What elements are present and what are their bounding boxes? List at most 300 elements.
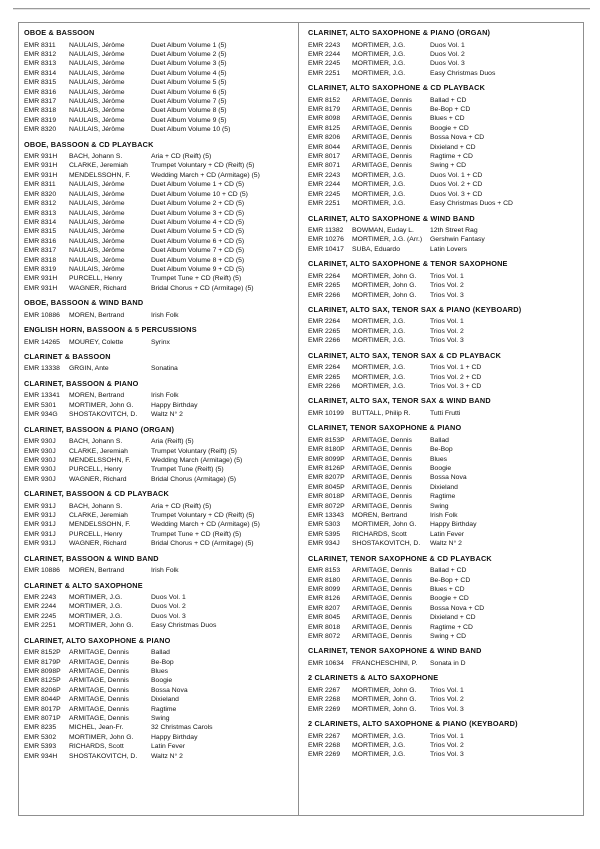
section-title: CLARINET, ALTO SAX, TENOR SAX & CD PLAYBACK [308,350,502,360]
item-title: Happy Birthday [151,401,198,409]
catalog-row [308,585,579,594]
item-composer: ARMITAGE, Dennis [352,493,412,501]
catalog-row [308,530,579,539]
item-code: EMR 8313 [24,209,57,217]
item-code: EMR 2268 [308,741,341,749]
item-code: EMR 8098 [308,115,341,123]
item-title: Swing + CD [430,162,467,170]
item-title: Latin Fever [151,743,186,751]
item-code: EMR 2251 [308,69,341,77]
item-code: EMR 2244 [308,50,341,58]
item-code: EMR 2251 [24,622,57,630]
item-code: EMR 931J [24,521,56,529]
item-title: Duet Album Volume 3 + CD (5) [151,209,245,217]
item-code: EMR 8318 [24,256,57,264]
item-title: Trios Vol. 1 [430,686,464,694]
item-title: Blues + CD [430,115,465,123]
item-title: Duos Vol. 3 [430,60,465,68]
item-title: 12th Street Rag [430,227,478,234]
item-composer: NAULAIS, Jérôme [69,237,125,245]
catalog-row [24,152,294,161]
item-composer: SHOSTAKOVITCH, D. [69,411,138,419]
section-title: CLARINET, BASSOON & CD PLAYBACK [24,489,169,499]
catalog-row [24,602,294,611]
item-composer: ARMITAGE, Dennis [352,115,412,123]
catalog-row [308,455,579,464]
item-title: Be-Bop [151,658,174,666]
catalog-section [24,425,294,485]
item-title: Blues [430,455,448,463]
item-title: Trios Vol. 3 [430,337,464,345]
catalog-row [24,530,294,539]
item-composer: MORTIMER, J.G. [352,60,406,68]
item-code: EMR 8311 [24,181,56,189]
item-code: EMR 13341 [24,392,60,400]
item-code: EMR 8312 [24,200,57,208]
item-title: Be-Bop [430,446,453,454]
catalog-section [308,646,579,668]
item-title: Duet Album Volume 9 + CD (5) [151,265,245,273]
item-code: EMR 8044 [308,143,341,151]
catalog-row [308,190,579,199]
catalog-row [308,245,579,254]
catalog-row [24,648,294,657]
item-title: Wedding March + CD (Armitage) (5) [151,171,260,179]
item-composer: NAULAIS, Jérôme [69,88,125,96]
catalog-section [24,352,294,374]
item-composer: ARMITAGE, Dennis [352,567,412,575]
section-title: CLARINET, TENOR SAXOPHONE & CD PLAYBACK [308,553,492,563]
catalog-row [24,218,294,227]
item-code: EMR 2245 [308,60,341,68]
item-code: EMR 8235 [24,724,57,732]
catalog-row [24,97,294,106]
item-composer: CLARKE, Jeremiah [69,512,128,520]
item-title: Duos Vol. 2 + CD [430,181,483,189]
catalog-row [308,473,579,482]
item-composer: BACH, Johann S. [69,153,123,161]
item-composer: MENDELSSOHN, F. [69,456,131,464]
item-code: EMR 13338 [24,365,60,373]
item-code: EMR 2243 [308,41,341,49]
item-composer: MORTIMER, J.G. [352,41,406,49]
item-composer: MENDELSSOHN, F. [69,171,131,179]
catalog-row [308,336,579,345]
item-code: EMR 8125 [308,124,341,132]
catalog-row [24,209,294,218]
item-composer: MORTIMER, J.G. [352,200,406,208]
item-composer: BACH, Johann S. [69,502,123,510]
item-composer: BACH, Johann S. [69,438,123,446]
item-composer: MORTIMER, John G. [69,401,134,409]
catalog-row [308,576,579,585]
item-title: Trumpet Tune (Reift) (5) [151,466,224,474]
item-composer: ARMITAGE, Dennis [352,153,412,161]
catalog-section [24,298,294,320]
item-title: Dixieland [151,696,179,704]
catalog-row [24,667,294,676]
item-composer: ARMITAGE, Dennis [69,705,129,713]
item-code: EMR 8152 [308,96,341,104]
item-code: EMR 10276 [308,236,344,244]
item-composer: ARMITAGE, Dennis [69,696,129,704]
catalog-row [308,317,579,326]
item-code: EMR 2245 [24,612,57,620]
item-composer: SHOSTAKOVITCH, D. [69,752,138,760]
item-code: EMR 8317 [24,247,57,255]
item-code: EMR 8311 [24,41,56,49]
item-title: Duet Album Volume 4 (5) [151,69,227,77]
item-title: Ballad + CD [430,567,467,575]
item-composer: ARMITAGE, Dennis [352,604,412,612]
item-code: EMR 8312 [24,50,57,58]
item-code: EMR 8072P [308,502,345,510]
item-title: Ragtime + CD [430,623,473,631]
catalog-row [308,632,579,641]
catalog-column-left [19,23,298,815]
item-composer: BUTTALL, Philip R. [352,409,411,417]
item-composer: NAULAIS, Jérôme [69,97,125,105]
item-composer: BOWMAN, Euday L. [352,227,414,234]
item-code: EMR 2266 [308,291,341,299]
item-title: Ragtime [430,493,456,501]
item-composer: ARMITAGE, Dennis [69,649,129,657]
item-title: Duet Album Volume 9 (5) [151,116,227,124]
item-code: EMR 2243 [308,171,341,179]
catalog-row [24,106,294,115]
item-composer: MORTIMER, J.G. [352,318,406,326]
item-code: EMR 8098P [24,668,61,675]
item-composer: WAGNER, Richard [69,284,127,292]
item-title: Ballad [430,436,449,444]
item-composer: ARMITAGE, Dennis [352,436,412,444]
catalog-row [24,621,294,630]
item-code: EMR 8125P [24,677,61,685]
catalog-row [24,265,294,274]
section-title: CLARINET, ALTO SAX, TENOR SAX & PIANO (KEYBOARD) [308,304,522,314]
section-title: OBOE & BASSOON [24,28,95,37]
item-code: EMR 8045P [308,483,345,491]
item-composer: NAULAIS, Jérôme [69,69,125,77]
section-title: CLARINET, BASSOON & PIANO (ORGAN) [24,424,175,434]
section-title: CLARINET, TENOR SAXOPHONE & WIND BAND [308,646,482,656]
item-title: Trios Vol. 2 [430,327,464,335]
item-code: EMR 2245 [308,190,341,198]
item-code: EMR 8318 [24,107,57,115]
catalog-row [24,227,294,236]
catalog-row [24,475,294,484]
catalog-row [24,88,294,97]
item-composer: MORTIMER, John G. [352,705,417,713]
catalog-row [308,695,579,704]
item-composer: MORTIMER, John G. [352,696,417,704]
item-code: EMR 2264 [308,364,341,372]
item-code: EMR 8206P [24,686,61,694]
catalog-row [308,750,579,759]
item-composer: MORTIMER, J.G. [352,373,406,381]
item-composer: ARMITAGE, Dennis [352,96,412,104]
item-composer: MORTIMER, J.G. [352,50,406,58]
item-title: Boogie + CD [430,595,469,603]
item-composer: PURCELL, Henry [69,530,123,538]
item-title: Dixieland + CD [430,143,476,151]
catalog-row [24,171,294,180]
item-code: EMR 8180 [308,576,341,584]
catalog-row [24,410,294,419]
item-composer: MENDELSSOHN, F. [69,521,131,529]
item-code: EMR 11382 [308,227,344,234]
item-composer: SUBA, Eduardo [352,245,400,253]
catalog-row [308,105,579,114]
item-code: EMR 8017 [308,153,341,161]
catalog-row [24,539,294,548]
item-title: Swing [430,502,449,510]
section-title: OBOE, BASSOON & WIND BAND [24,298,144,308]
catalog-row [308,445,579,454]
item-composer: CLARKE, Jeremiah [69,447,128,455]
catalog-row [308,483,579,492]
catalog-row [24,401,294,410]
catalog-row [24,41,294,50]
section-title: CLARINET, ALTO SAXOPHONE & TENOR SAXOPHONE [308,259,508,269]
item-title: Trios Vol. 2 + CD [430,373,482,381]
item-title: Bossa Nova [151,686,188,694]
item-composer: MORTIMER, J.G. [352,732,406,740]
item-code: EMR 931H [24,284,58,292]
item-composer: FRANCHESCHINI, P. [352,659,418,667]
item-title: Bridal Chorus + CD (Armitage) (5) [151,284,254,292]
item-composer: MOREN, Bertrand [69,392,125,400]
item-composer: MORTIMER, J.G. [69,612,123,620]
item-title: Easy Christmas Duos [430,69,496,77]
catalog-row [308,41,579,50]
item-code: EMR 2243 [24,594,57,602]
catalog-row [24,284,294,293]
item-title: Trios Vol. 1 [430,732,464,740]
catalog-row [308,436,579,445]
item-code: EMR 8206 [308,134,341,142]
catalog-row [24,437,294,446]
item-code: EMR 8207 [308,604,341,612]
item-title: Duet Album Volume 1 + CD (5) [151,181,245,189]
section-title: CLARINET, TENOR SAXOPHONE & PIANO [308,423,462,433]
item-composer: RICHARDS, Scott [352,530,407,538]
section-title: OBOE, BASSOON & CD PLAYBACK [24,139,154,149]
catalog-row [24,502,294,511]
item-composer: NAULAIS, Jérôme [69,218,125,226]
catalog-row [308,659,579,668]
catalog-section [308,396,579,418]
item-title: Duos Vol. 1 [151,594,186,602]
item-title: Waltz N° 2 [151,411,183,419]
catalog-row [308,171,579,180]
item-code: EMR 14265 [24,338,60,346]
item-code: EMR 8018 [308,623,341,631]
catalog-row [308,161,579,170]
catalog-row [24,733,294,742]
item-title: Bridal Chorus + CD (Armitage) (5) [151,540,254,548]
item-title: Duet Album Volume 6 (5) [151,88,227,96]
item-composer: PURCELL, Henry [69,275,123,283]
item-code: EMR 8126P [308,465,345,472]
catalog-row [308,623,579,632]
item-composer: MOREN, Bertrand [352,512,408,520]
item-code: EMR 931J [24,540,56,548]
item-code: EMR 930J [24,447,56,455]
item-code: EMR 10634 [308,659,344,667]
catalog-row [308,705,579,714]
catalog-row [24,676,294,685]
section-title: ENGLISH HORN, BASSOON & 5 PERCUSSIONS [24,325,197,335]
item-title: Duos Vol. 3 [151,612,186,620]
catalog-row [24,520,294,529]
catalog-section [24,554,294,576]
catalog-row [308,281,579,290]
item-composer: ARMITAGE, Dennis [352,474,412,482]
item-composer: ARMITAGE, Dennis [352,576,412,584]
item-code: EMR 13343 [308,512,344,520]
item-code: EMR 8313 [24,60,57,68]
item-title: Duet Album Volume 2 (5) [151,50,227,58]
item-composer: MOREN, Bertrand [69,311,125,319]
item-code: EMR 2251 [308,200,341,208]
item-composer: NAULAIS, Jérôme [69,200,125,208]
item-title: Duet Album Volume 2 + CD (5) [151,200,245,208]
item-title: Dixieland + CD [430,614,476,622]
item-code: EMR 2264 [308,318,341,326]
item-title: Sonatina [151,365,178,373]
catalog-row [308,272,579,281]
catalog-section [308,673,579,714]
item-composer: ARMITAGE, Dennis [352,585,412,593]
item-code: EMR 934J [308,540,340,548]
catalog-section [308,214,579,255]
catalog-row [308,124,579,133]
item-title: Aria (Reift) (5) [151,438,194,446]
catalog-row [308,96,579,105]
catalog-row [308,382,579,391]
catalog-row [24,752,294,761]
item-composer: MICHEL, Jean-Fr. [69,724,124,732]
catalog-row [24,69,294,78]
catalog-row [24,658,294,667]
item-composer: SHOSTAKOVITCH, D. [352,540,421,548]
item-code: EMR 10417 [308,245,344,253]
item-composer: NAULAIS, Jérôme [69,126,125,134]
item-title: Duet Album Volume 8 + CD (5) [151,256,245,264]
item-composer: MORTIMER, J.G. (Arr.) [352,236,423,244]
item-title: Trios Vol. 3 [430,705,464,713]
item-code: EMR 8320 [24,126,57,134]
item-code: EMR 930J [24,456,56,464]
item-title: Bossa Nova + CD [430,134,485,142]
catalog-section [308,83,579,208]
item-title: Trios Vol. 3 + CD [430,382,482,390]
item-code: EMR 5302 [24,733,57,741]
catalog-row [308,363,579,372]
item-composer: ARMITAGE, Dennis [352,595,412,603]
item-title: Trumpet Voluntary + CD (Reift) (5) [151,512,255,520]
item-code: EMR 8179 [308,106,341,114]
item-title: Ballad [151,649,170,657]
item-code: EMR 8044P [24,696,61,704]
item-code: EMR 8314 [24,218,57,226]
catalog-section [24,489,294,549]
item-code: EMR 2269 [308,751,341,759]
item-title: Wedding March + CD (Armitage) (5) [151,521,260,529]
item-composer: MORTIMER, J.G. [352,741,406,749]
item-title: Boogie + CD [430,124,469,132]
item-title: Duet Album Volume 4 + CD (5) [151,218,245,226]
item-composer: MOUREY, Colette [69,338,124,346]
item-title: Duet Album Volume 3 (5) [151,60,227,68]
catalog-row [308,732,579,741]
catalog-row [308,511,579,520]
top-horizontal-rule [13,8,590,10]
catalog-section [308,351,579,392]
item-code: EMR 8153 [308,567,341,575]
item-code: EMR 8018P [308,493,345,501]
item-composer: ARMITAGE, Dennis [352,106,412,114]
catalog-row [24,465,294,474]
item-title: Duet Album Volume 7 (5) [151,97,227,105]
item-title: Ballad + CD [430,96,467,104]
item-code: EMR 10886 [24,567,60,575]
catalog-row [24,116,294,125]
item-code: EMR 931J [24,512,56,520]
item-code: EMR 5303 [308,521,341,529]
item-title: Irish Folk [151,567,179,575]
item-composer: MORTIMER, J.G. [352,69,406,77]
item-title: Happy Birthday [151,733,198,741]
item-composer: ARMITAGE, Dennis [352,143,412,151]
item-code: EMR 8072 [308,633,341,640]
item-title: Duet Album Volume 7 + CD (5) [151,247,245,255]
item-code: EMR 8099P [308,455,345,463]
item-composer: ARMITAGE, Dennis [352,455,412,463]
item-composer: MORTIMER, John G. [352,521,417,529]
item-code: EMR 10199 [308,409,344,417]
catalog-row [24,695,294,704]
item-code: EMR 2265 [308,373,341,381]
item-title: Trumpet Tune + CD (Reift) (5) [151,530,242,538]
item-title: Swing + CD [430,633,467,640]
catalog-row [24,742,294,751]
section-title: CLARINET, ALTO SAXOPHONE & WIND BAND [308,213,475,223]
catalog-row [308,69,579,78]
section-title: 2 CLARINETS, ALTO SAXOPHONE & PIANO (KEYBOARD) [308,719,518,729]
item-composer: ARMITAGE, Dennis [69,686,129,694]
item-title: Duos Vol. 2 [430,50,465,58]
item-composer: MORTIMER, J.G. [352,327,406,335]
item-code: EMR 8126 [308,595,341,603]
item-title: Ragtime [151,705,177,713]
item-title: 32 Christmas Carols [151,724,213,732]
item-code: EMR 930J [24,438,56,446]
item-code: EMR 8017P [24,705,61,713]
catalog-row [24,246,294,255]
catalog-row [24,50,294,59]
item-composer: NAULAIS, Jérôme [69,247,125,255]
catalog-row [308,594,579,603]
catalog-row [308,50,579,59]
catalog-column-right [298,23,583,815]
item-title: Trios Vol. 2 [430,282,464,290]
catalog-row [308,409,579,418]
item-composer: MORTIMER, J.G. [352,171,406,179]
item-code: EMR 8153P [308,436,345,444]
catalog-row [24,705,294,714]
